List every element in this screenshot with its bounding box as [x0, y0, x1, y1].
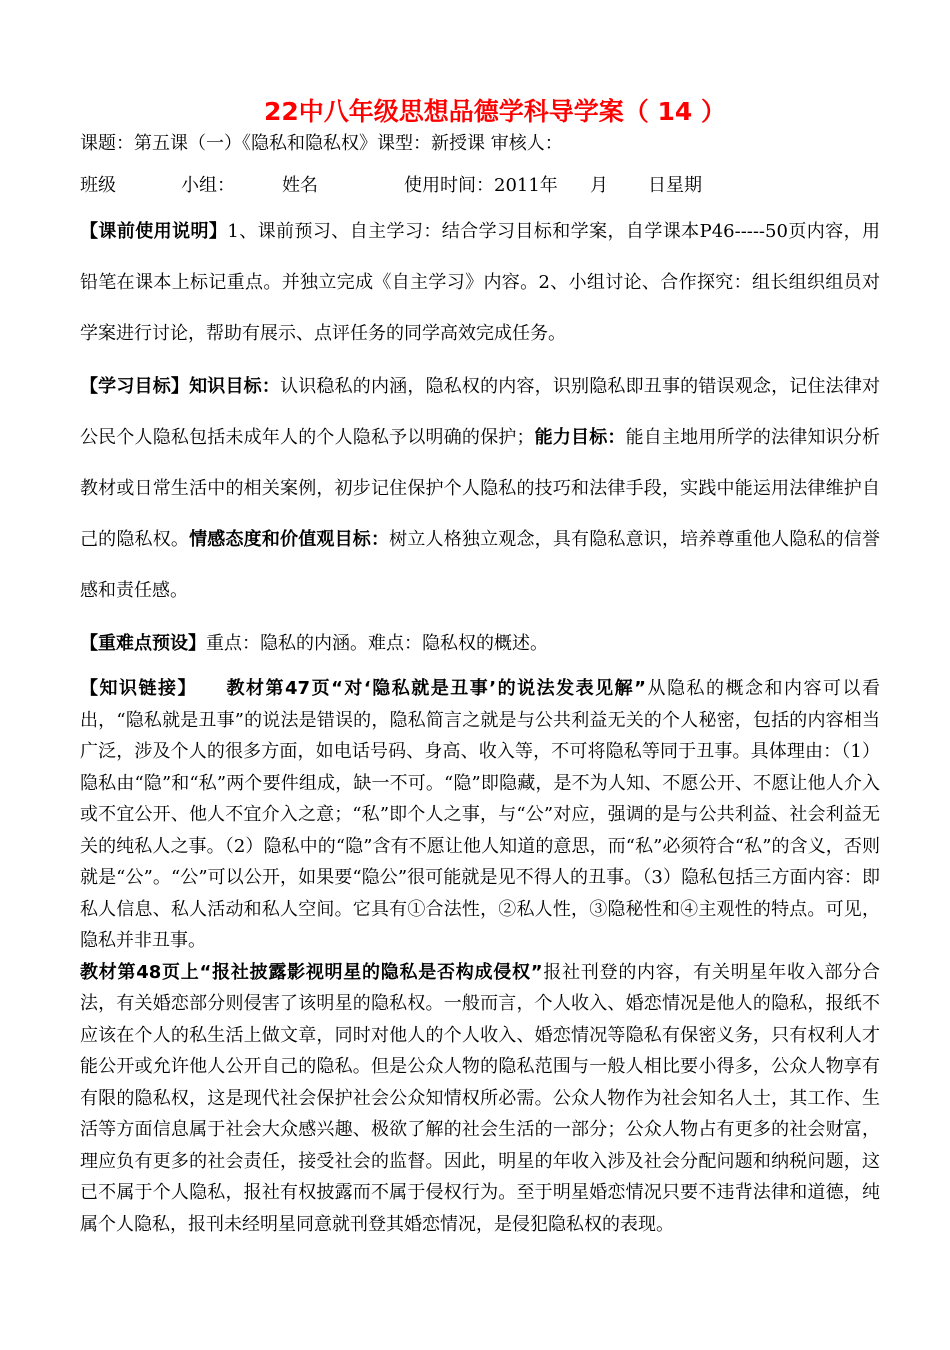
key-points-paragraph: [80, 618, 880, 669]
document-page: [80, 96, 880, 1240]
class-label: 班级: [80, 175, 116, 196]
knowledge-link-heading: 【知识链接】: [80, 678, 198, 699]
emotion-goal-label: 情感态度和价值观目标：: [189, 529, 390, 550]
month-label: 月: [590, 175, 608, 196]
item1-title: 教材第47页“对‘隐私就是丑事’的说法发表见解”: [225, 678, 646, 699]
goals-heading: 【学习目标】: [80, 376, 190, 397]
usage-text: 1、课前预习、自主学习：结合学习目标和学案，自学课本P46-----50页内容，用铅笔在课本上标记重点。并独立完成《自主学习》内容。2、小组讨论、合作探究：组长组织组员对学案进行讨论，帮助有展示、点评任务的同学高效完成任务。: [80, 221, 880, 344]
page-title: 22中八年级思想品德学科导学案（ 14 ）: [264, 97, 726, 126]
item2-title: 教材第48页上“报社披露影视明星的隐私是否构成侵权”: [80, 961, 543, 983]
name-label: 姓名: [282, 175, 318, 196]
emotion-goal-text: 树立人格独立观念，具有隐私意识，培养尊重他人隐私的信誉感和责任感。: [80, 529, 881, 601]
topic-line: 课题：第五课（一）《隐私和隐私权》课型：新授课 审核人：: [80, 133, 563, 154]
day-label: 日星期: [648, 175, 702, 196]
time-label: 使用时间：2011年: [404, 175, 558, 196]
group-label: 小组：: [181, 175, 235, 196]
key-points-text: 重点：隐私的内涵。难点：隐私权的概述。: [206, 633, 548, 654]
key-points-heading: 【重难点预设】: [80, 633, 206, 654]
knowledge-goal-text: 认识稳私的内涵，隐私权的内容，识别隐私即丑事的错误观念，记住法律对公民个人隐私包括未成年人的个人隐私予以明确的保护；: [80, 376, 881, 448]
item2-text: 报社刊登的内容，有关明星年收入部分合法，有关婚恋部分则侵害了该明星的隐私权。一般而言，个人收入、婚恋情况是他人的隐私，报纸不应该在个人的私生活上做文章，同时对他人的个人收入、婚恋情况等隐私有保密义务，只有权利人才能公开或允许他人公开自己的隐私。但是公众人物的隐私范围与一般人相比要小得多，公众人物享有有限的隐私权，这是现代社会保护社会公众知情权所必需。公众人物作为社会知名人士，其工作、生活等方面信息属于社会大众感兴趣、极欲了解的社会生活的一部分；公众人物占有更多的社会财富，理应负有更多的社会责任，接受社会的监督。因此，明星的年收入涉及社会分配问题和纳税问题，这已不属于个人隐私，报社有权披露而不属于侵权行为。至于明星婚恋情况只要不违背法律和道德，纯属个人隐私，报刊未经明星同意就刊登其婚恋情况，是侵犯隐私权的表现。: [80, 961, 880, 1235]
item1-text: 从隐私的概念和内容可以看出，“隐私就是丑事”的说法是错误的，隐私简言之就是与公共利益无关的个人秘密，包括的内容相当广泛，涉及个人的很多方面，如电话号码、身高、收入等，不可将隐私等同于丑事。具体理由：（1）隐私由“隐”和“私”两个要件组成，缺一不可。“隐”即隐藏，是不为人知、不愿公开、不愿让他人介入或不宜公开、他人不宜介入之意；“私”即个人之事，与“公”对应，强调的是与公共利益、社会利益无关的纯私人之事。（2）隐私中的“隐”含有不愿让他人知道的意思，而“私”必须符合“私”的含义，否则就是“公”。“公”可以公开，如果要“隐公”很可能就是见不得人的丑事。（3）隐私包括三方面内容：即私人信息、私人活动和私人空间。它具有①合法性，②私人性，③隐秘性和④主观性的特点。可见，隐私并非丑事。: [80, 678, 880, 951]
usage-paragraph: [80, 206, 880, 359]
knowledge-link-item-2: [80, 957, 880, 1241]
ability-goal-text: 能自主地用所学的法律知识分析教材或日常生活中的相关案例，初步记住保护个人隐私的技巧和法律手段，实践中能运用法律维护自己的隐私权。: [80, 427, 881, 550]
info-line: [80, 172, 880, 200]
knowledge-link-item-1: [80, 673, 880, 957]
usage-heading: 【课前使用说明】: [80, 221, 228, 242]
ability-goal-label: 能力目标：: [534, 427, 626, 448]
knowledge-goal-label: 知识目标：: [189, 376, 281, 397]
goals-paragraph: [80, 361, 880, 616]
